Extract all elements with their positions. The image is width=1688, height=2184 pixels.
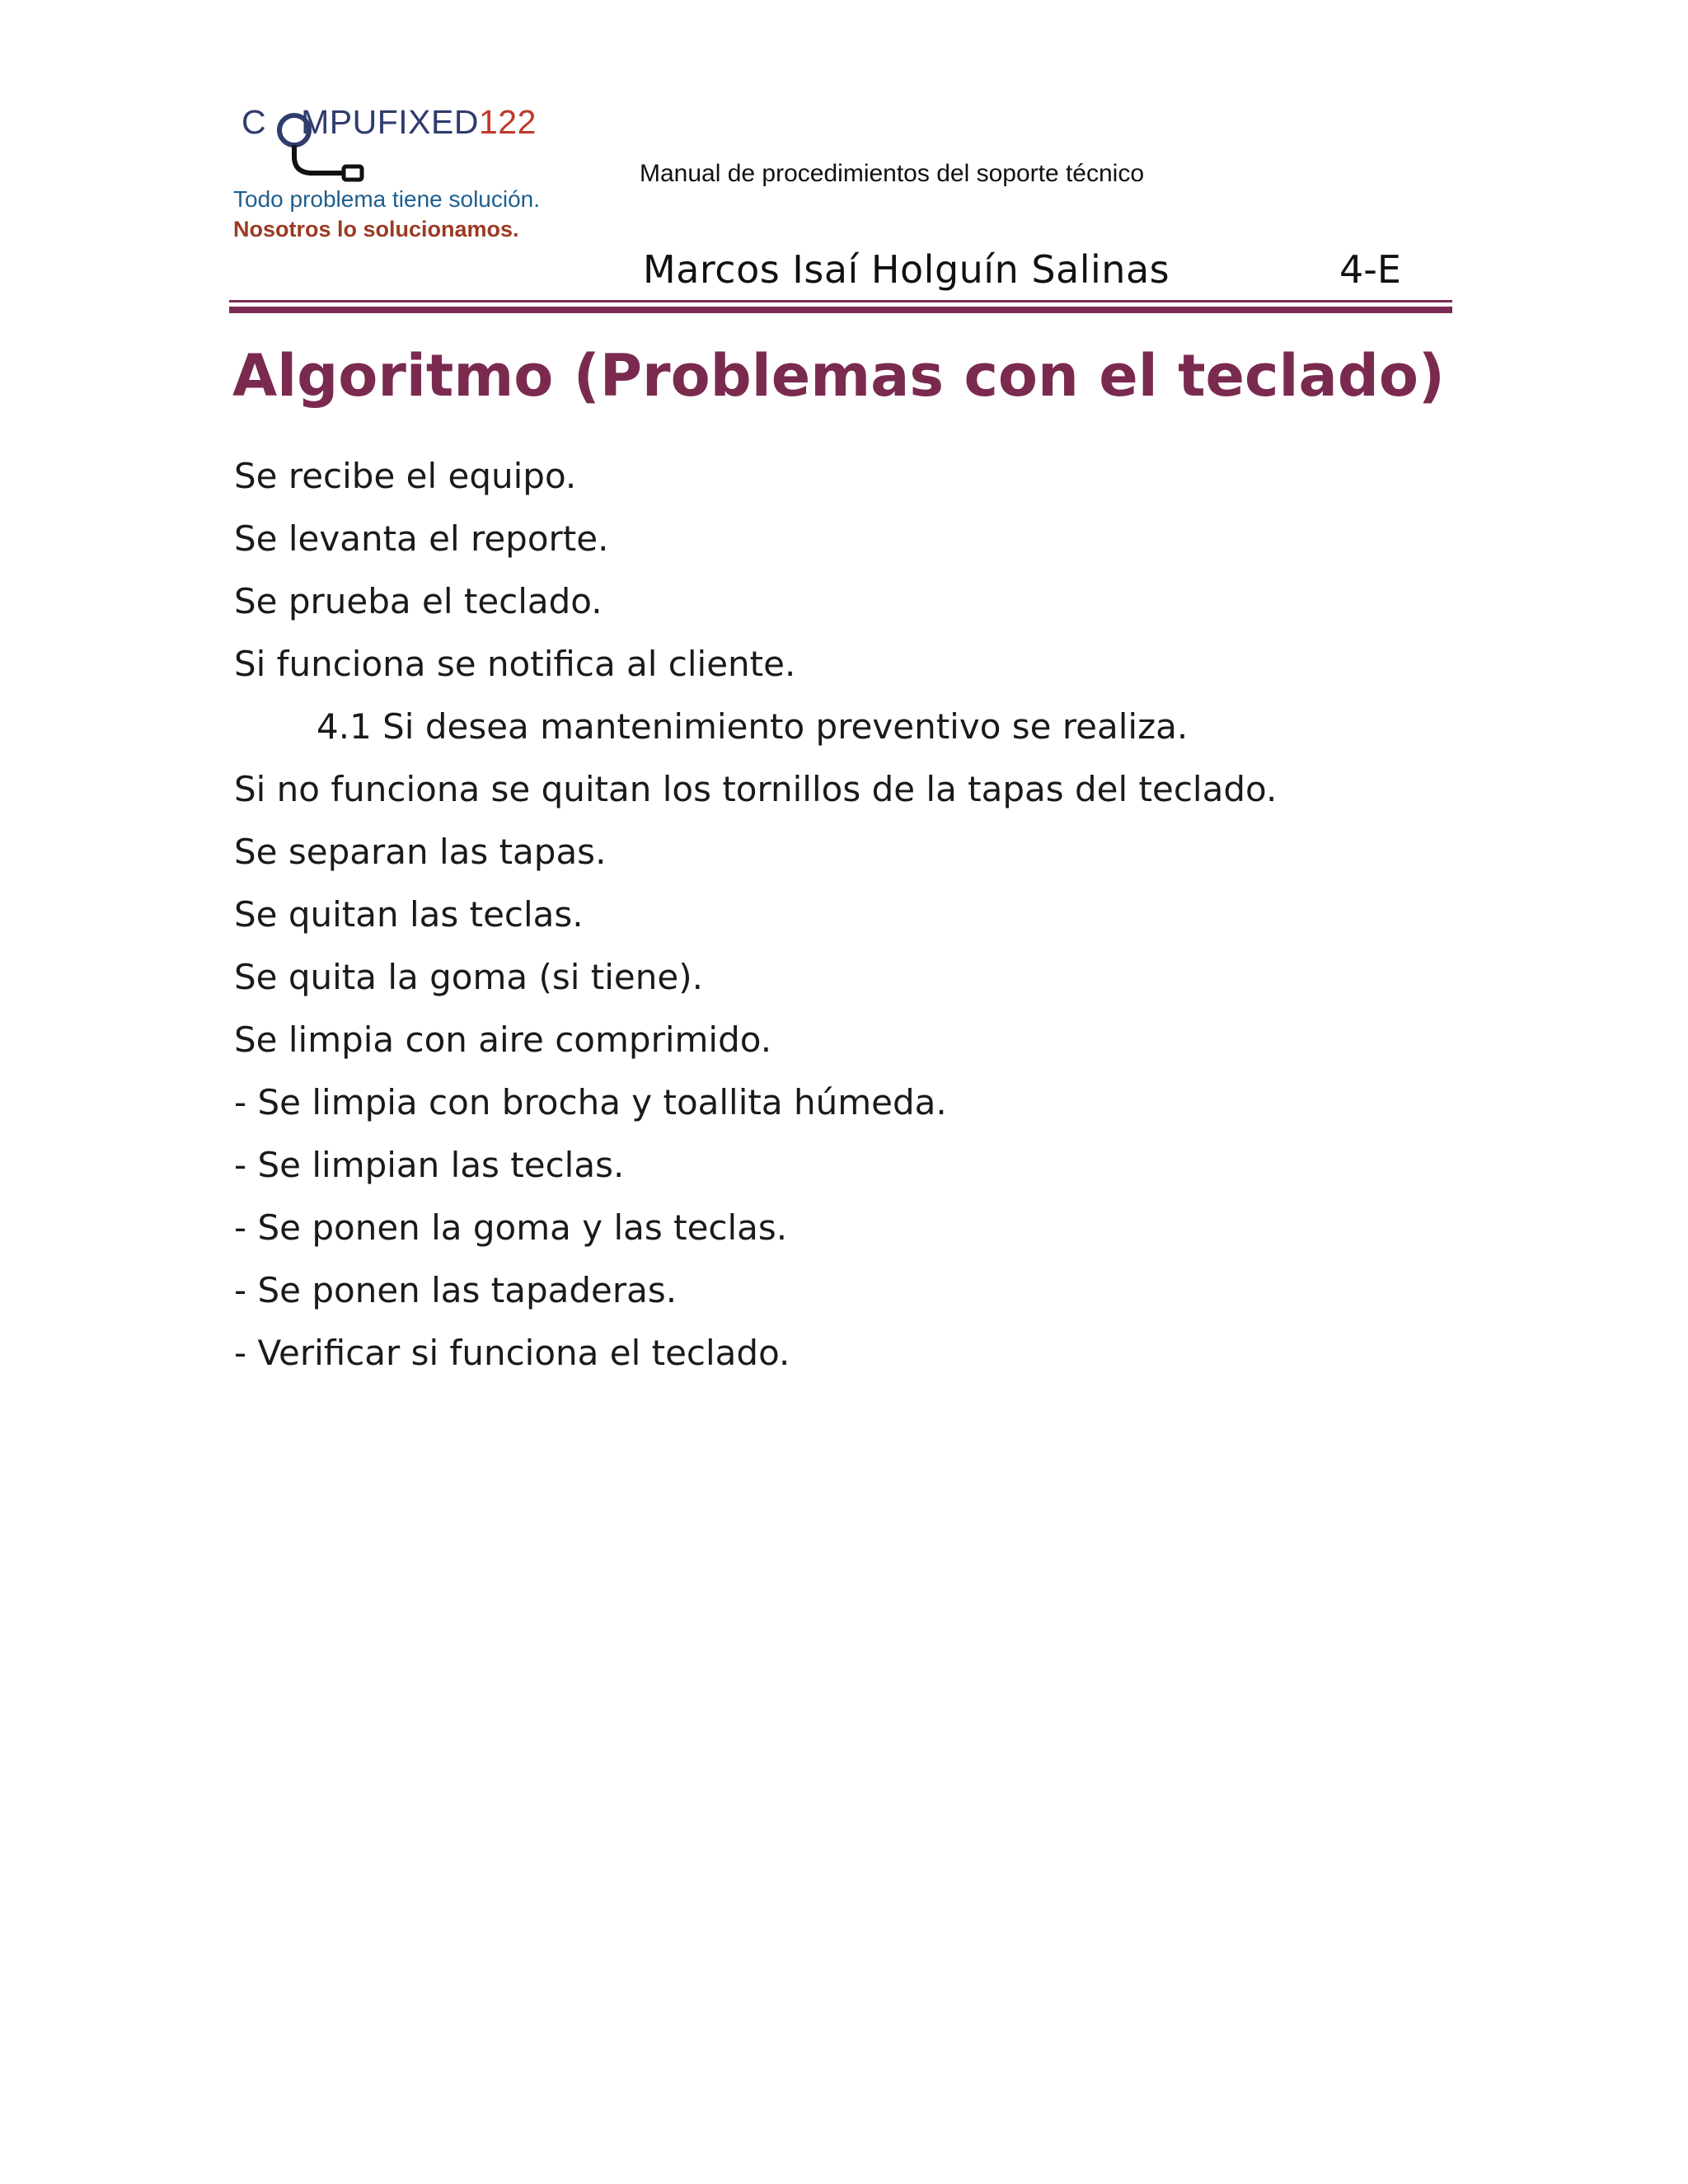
header-rule-thin: [229, 300, 1452, 302]
author-name: Marcos Isaí Holguín Salinas: [643, 247, 1170, 292]
step-item: Se levanta el reporte.: [234, 518, 609, 559]
logo-letter-c: C: [241, 103, 267, 141]
logo-wordmark: [241, 105, 537, 139]
group-label: 4-E: [1339, 247, 1401, 292]
step-item: Se quitan las teclas.: [234, 894, 584, 935]
step-item: - Se limpian las teclas.: [234, 1145, 625, 1185]
step-item: Se limpia con aire comprimido.: [234, 1019, 772, 1060]
compufixed-logo: [237, 97, 537, 188]
step-item: - Se ponen la goma y las teclas.: [234, 1207, 788, 1248]
step-item: Si funciona se notifica al cliente.: [234, 644, 796, 684]
step-item: - Se limpia con brocha y toallita húmeda.: [234, 1082, 947, 1122]
step-item-substep: 4.1 Si desea mantenimiento preventivo se realiza.: [316, 706, 1189, 747]
step-item: Se recibe el equipo.: [234, 456, 577, 496]
page-header: [0, 0, 1688, 330]
document-title: Algoritmo (Problemas con el teclado): [232, 342, 1445, 410]
step-item: Se quita la goma (si tiene).: [234, 957, 703, 997]
manual-title: Manual de procedimientos del soporte técnico: [640, 160, 1145, 187]
logo-number: 122: [478, 103, 537, 141]
step-item: - Se ponen las tapaderas.: [234, 1270, 678, 1310]
step-item: Se separan las tapas.: [234, 832, 607, 872]
step-item: Se prueba el teclado.: [234, 581, 603, 621]
slogan-line-2: Nosotros lo solucionamos.: [233, 217, 519, 241]
logo-text: MPUFIXED: [301, 103, 479, 141]
algorithm-steps: [234, 452, 1635, 1391]
slogan-line-1: Todo problema tiene solución.: [233, 186, 541, 212]
header-rule-thick: [229, 307, 1452, 313]
step-item: - Verificar si funciona el teclado.: [234, 1333, 790, 1373]
step-item: Si no funciona se quitan los tornillos de la tapas del teclado.: [234, 769, 1278, 809]
